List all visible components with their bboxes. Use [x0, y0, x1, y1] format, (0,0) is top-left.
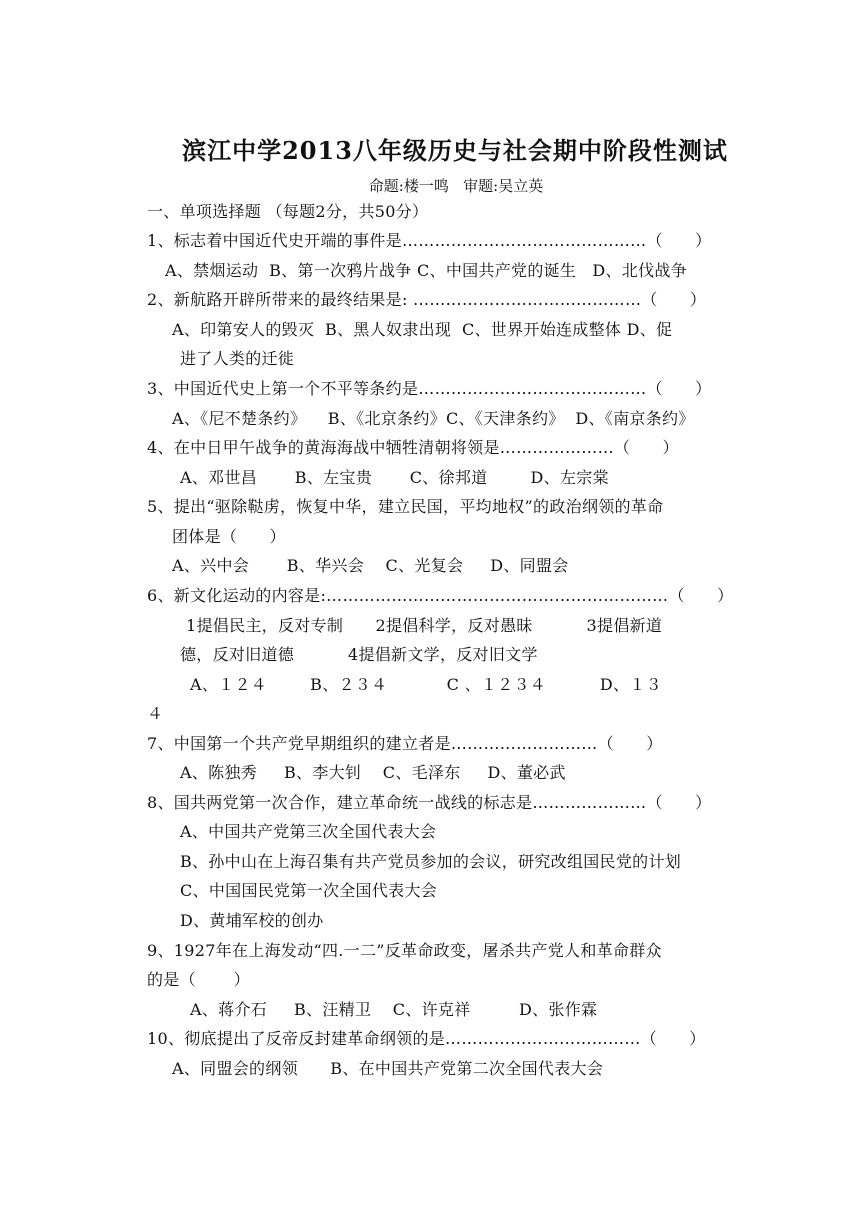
question-5-cont: 团体是（ ）	[172, 527, 286, 546]
question-8-option-c: C、中国国民党第一次全国代表大会	[180, 881, 438, 900]
question-7-options: A、陈独秀 B、李大钊 C、毛泽东 D、董必武	[180, 763, 566, 782]
question-1-options: A、禁烟运动 B、第一次鸦片战争 C、中国共产党的诞生 D、北伐战争	[165, 261, 687, 280]
question-8-option-a: A、中国共产党第三次全国代表大会	[180, 822, 437, 841]
page-title: 滨江中学2013八年级历史与社会期中阶段性测试	[182, 136, 728, 165]
question-4: 4、在中日甲午战争的黄海海战中牺牲清朝将领是…………………（ ）	[147, 438, 679, 457]
author-credits: 命题:楼一鸣 审题:吴立英	[368, 177, 544, 195]
question-5-options: A、兴中会 B、华兴会 C、光复会 D、同盟会	[172, 556, 569, 575]
question-6-options: A、１２４ B、２３４ C 、１２３４ D、１３	[190, 675, 662, 694]
question-6: 6、新文化运动的内容是:………………………………………………………（ ）	[147, 586, 734, 605]
question-8-option-b: B、孙中山在上海召集有共产党员参加的会议，研究改组国民党的计划	[180, 852, 682, 871]
question-2-options: A、印第安人的毁灭 B、黑人奴隶出现 C、世界开始连成整体 D、促	[172, 320, 673, 339]
question-8-option-d: D、黄埔军校的创办	[180, 911, 324, 930]
question-8: 8、国共两党第一次合作，建立革命统一战线的标志是…………………（ ）	[147, 793, 712, 812]
question-1: 1、标志着中国近代史开端的事件是………………………………………（ ）	[147, 231, 712, 250]
question-10: 10、彻底提出了反帝反封建革命纲领的是………………………………（ ）	[147, 1029, 706, 1048]
question-3: 3、中国近代史上第一个不平等条约是……………………………………（ ）	[147, 379, 712, 398]
question-5: 5、提出“驱除鞑虏，恢复中华，建立民国，平均地权”的政治纲领的革命	[147, 497, 664, 516]
question-9-cont: 的是（ ）	[147, 970, 250, 989]
question-6-items-cont: 德，反对旧道德 4提倡新文学，反对旧文学	[180, 645, 538, 664]
question-6-items: 1提倡民主，反对专制 2提倡科学，反对愚昧 3提倡新道	[186, 616, 663, 635]
question-10-options: A、同盟会的纲领 B、在中国共产党第二次全国代表大会	[172, 1059, 604, 1078]
question-2-options-cont: 进了人类的迁徙	[180, 349, 295, 368]
question-2: 2、新航路开辟所带来的最终结果是: ……………………………………（ ）	[147, 290, 707, 309]
section-heading: 一、单项选择题 （每题2分，共50分）	[147, 202, 429, 221]
question-9-options: A、蒋介石 B、汪精卫 C、许克祥 D、张作霖	[190, 1000, 598, 1019]
question-3-options: A、《尼不楚条约》 B、《北京条约》C、《天津条约》 D、《南京条约》	[172, 409, 695, 428]
question-4-options: A、邓世昌 B、左宝贵 C、徐邦道 D、左宗棠	[180, 468, 609, 487]
question-9: 9、1927年在上海发动“四.一二”反革命政变，屠杀共产党人和革命群众	[147, 941, 662, 960]
question-6-options-cont: ４	[147, 704, 164, 723]
question-7: 7、中国第一个共产党早期组织的建立者是………………………（ ）	[147, 734, 663, 753]
